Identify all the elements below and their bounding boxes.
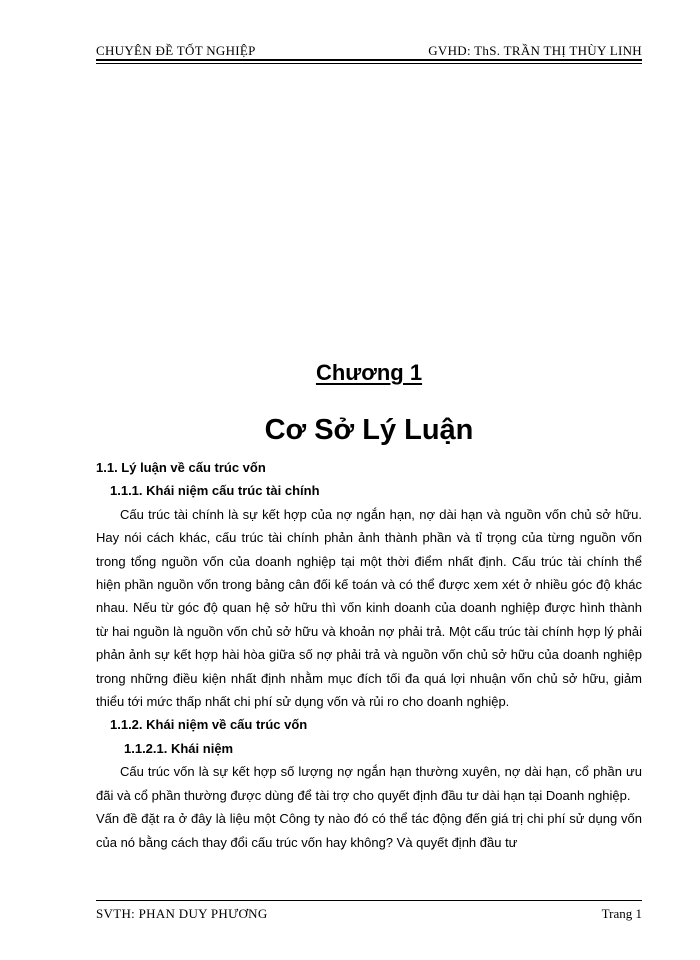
page-footer — [96, 904, 642, 924]
document-body — [96, 456, 642, 854]
footer-page-number: Trang 1 — [601, 906, 642, 921]
chapter-label-text: Chương 1 — [315, 360, 423, 385]
page-header — [96, 40, 642, 60]
chapter-title: Cơ Sở Lý Luận — [264, 414, 474, 446]
paragraph-question: Vấn đề đặt ra ở đây là liệu một Công ty nào đó có thể tác động đến giá trị chi phí sử dụng vốn của nó bằng cách thay đổi cấu trúc vốn hay không? Và quyết định đầu tư — [96, 811, 642, 850]
paragraph-capital-structure: Cấu trúc vốn là sự kết hợp số lượng nợ ngắn hạn thường xuyên, nợ dài hạn, cổ phần ưu đãi và cổ phần thường được dùng để tài trợ cho quyết định đầu tư dài hạn tại Doanh nghiệp. — [96, 764, 642, 803]
heading-1-1-1: 1.1.1. Khái niệm cấu trúc tài chính — [110, 483, 320, 499]
header-course-title: CHUYÊN ĐỀ TỐT NGHIỆP — [96, 43, 256, 58]
heading-1-1: 1.1. Lý luận về cấu trúc vốn — [96, 460, 266, 475]
footer-rule — [96, 900, 642, 901]
paragraph-financial-structure: Cấu trúc tài chính là sự kết hợp của nợ ngắn hạn, nợ dài hạn và nguồn vốn chủ sở hữu. Hay nói cách khác, cấu trúc tài chính phản ảnh thành phần và tỉ trọng của từng nguồn vốn trong tổng nguồn vốn của doanh nghiệp tại một thời điểm nhất định. Cấu trúc tài chính thể hiện phần nguồn vốn trong bảng cân đối kế toán và có thể được xem xét ở nhiều góc độ khác nhau. Nếu từ góc độ quan hệ sở hữu thì vốn kinh doanh của doanh nghiệp được hình thành từ hai nguồn là nguồn vốn chủ sở hữu và khoản nợ phải trả. Một cấu trúc tài chính hợp lý phải phản ảnh sự kết hợp hài hòa giữa số nợ phải trả và nguồn vốn chủ sở hữu của doanh nghiệp trong những điều kiện nhất định nhằm mục đích tối đa quá lợi nhuận vốn chủ sở hữu, giảm thiểu tới mức thấp nhất chi phí sử dụng vốn và rủi ro cho doanh nghiệp. — [96, 506, 642, 710]
footer-student: SVTH: PHAN DUY PHƯƠNG — [96, 906, 268, 921]
chapter-label — [96, 360, 642, 386]
heading-1-1-2: 1.1.2. Khái niệm về cấu trúc vốn — [110, 717, 308, 733]
header-rule-thick — [96, 59, 642, 61]
header-rule-thin — [96, 63, 642, 64]
header-advisor: GVHD: ThS. TRẦN THỊ THÙY LINH — [428, 43, 642, 58]
heading-1-1-2-1: 1.1.2.1. Khái niệm — [124, 740, 234, 756]
